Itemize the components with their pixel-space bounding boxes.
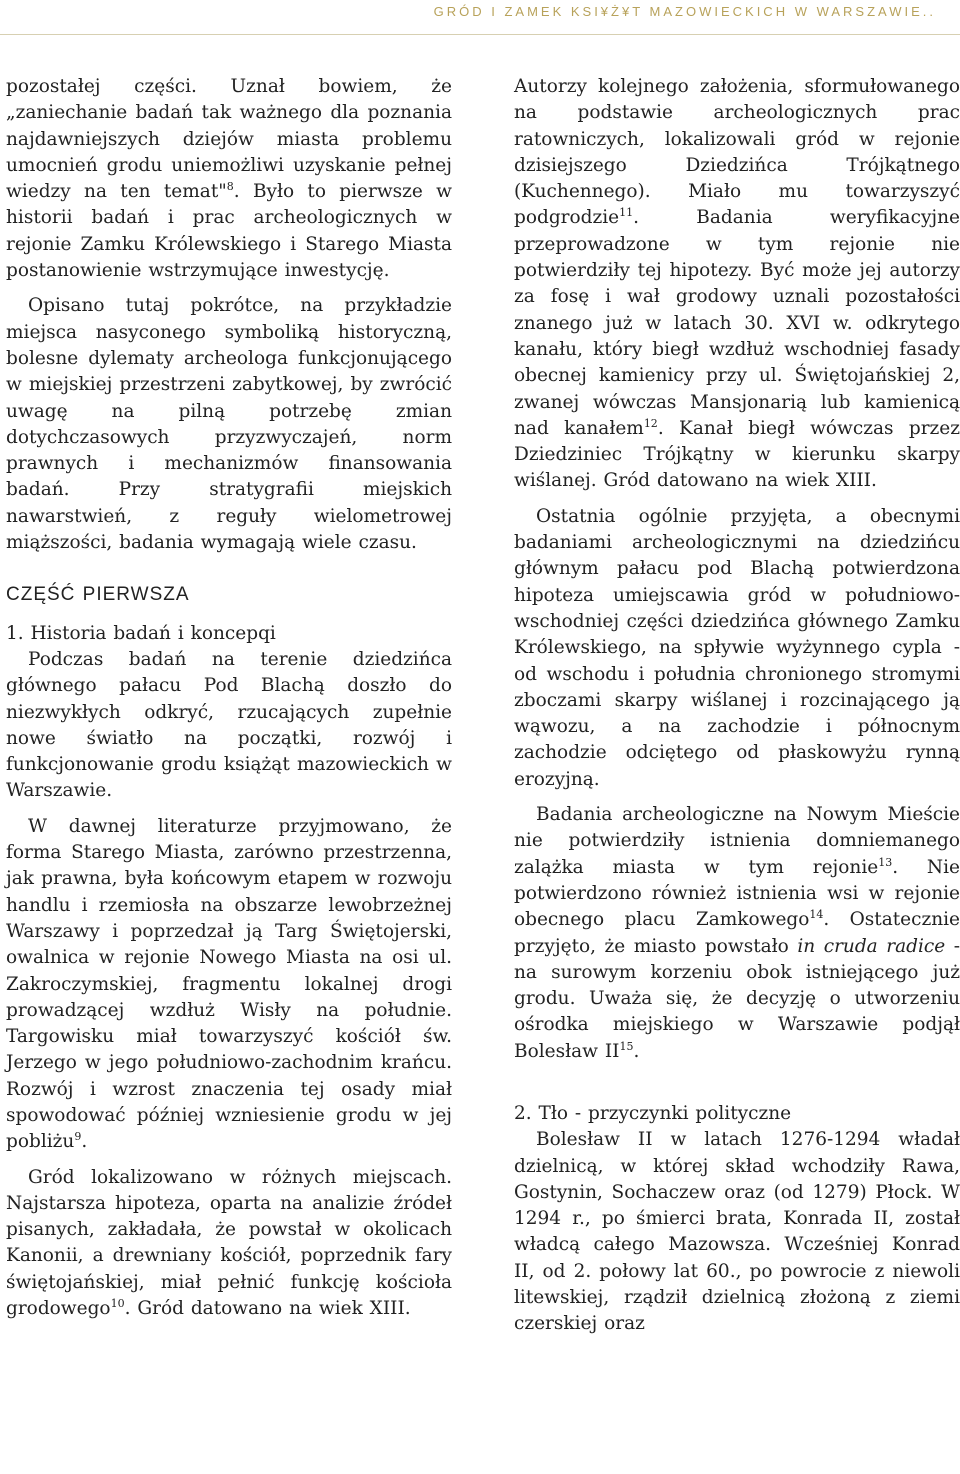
part-heading: CZĘŚĆ PIERWSZA (6, 584, 190, 606)
footnote-ref[interactable]: 14 (809, 908, 824, 922)
paragraph: pozostałej części. Uznał bowiem, że „zaniechanie badań tak ważnego dla poznania najdawniejszych dziejów miasta problemu umocnień grodu uniemożliwi uzyskanie pełnej wiedzy na ten temat"$^8$. Było to pierwsze w historii badań i prac archeologicznych w rejonie Zamku Królewskiego i Starego Miasta postanowienie wstrzymujące inwestycję. (6, 76, 452, 282)
paragraph: Autorzy kolejnego założenia, sformułowanego na podstawie archeologicznych prac ratowniczych, lokalizowali gród w rejonie dzisiejszego Dziedzińca Trójkątnego (Kuchennego). Miało mu towarzyszyć podgrodzie$^{11}$. Badania weryfikacyjne przeprowadzone w tym rejonie nie potwierdziły tej hipotezy. Być może jej autorzy za fosę i wał grodowy uznali pozostałości znanego już w latach 30. XVI w. odkrytego kanału, który biegł wzdłuż wschodniej fasady obecnej kamienicy przy ul. Świętojańskiej 2, zwanej wówczas Mansjonarią lub kamienicą nad kanałem$^{12}$. Kanał biegł wówczas przez Dziedziniec Trójkątny w kierunku skarpy wiślanej. Gród datowano na wiek XIII. (514, 76, 960, 492)
running-header: GRÓD I ZAMEK KSI¥Ż¥T MAZOWIECKICH W WARSZAWIE.. (433, 4, 936, 19)
left-column (6, 74, 452, 1322)
header-rule (0, 34, 960, 35)
paragraph: Ostatnia ogólnie przyjęta, a obecnymi badaniami archeologicznymi na dziedzińcu głównym pałacu pod Blachą potwierdzona hipoteza umiejscawia gród w południowo-wschodniej części dziedzińca głównego Zamku Królewskiego, na spływie wyżynnego cypla - od wschodu i południa chronionego stromymi zboczami skarpy wiślanej i rozcinającego ją wąwozu, a na zachodzie i północnym zachodzie odciętego od płaskowyżu rynną erozyjną. (514, 505, 960, 790)
latin-phrase: in cruda radice (797, 935, 946, 957)
right-column (514, 74, 960, 1338)
section-heading: 2. Tło - przyczynki polityczne (514, 1102, 792, 1124)
paragraph: Badania archeologiczne na Nowym Mieście nie potwierdziły istnienia domniemanego zalążka miasta w tym rejonie$^{13}$. Nie potwierdzono również istnienia wsi w rejonie obecnego placu Zamkowego$^{14}$. Ostatecznie przyjęto, że miasto powstało in cruda radice - na surowym korzeniu obok istniejącego już grodu. Uważa się, że decyzję o utworzeniu ośrodka miejskiego w Warszawie podjął Bolesław II$^{15}$. (514, 804, 960, 1062)
footnote-ref[interactable]: 10 (110, 1296, 125, 1310)
footnote-ref[interactable]: 8 (226, 180, 234, 194)
paragraph: Gród lokalizowano w różnych miejscach. Najstarsza hipoteza, oparta na analizie źródeł pisanych, zakładała, że powstał w okolicach Kanonii, a drewniany kościół, poprzednik fary świętojańskiej, miał pełnić funkcję kościoła grodowego$^{10}$. Gród datowano na wiek XIII. (6, 1166, 452, 1320)
footnote-ref[interactable]: 11 (619, 206, 634, 220)
paragraph: Podczas badań na terenie dziedzińca głównego pałacu Pod Blachą doszło do niezwykłych odkryć, rzucających zupełnie nowe światło na początki, rozwój i funkcjonowanie grodu książąt mazowieckich w Warszawie. (6, 648, 452, 802)
footnote-ref[interactable]: 15 (619, 1039, 634, 1053)
footnote-ref[interactable]: 13 (878, 855, 893, 869)
paragraph: W dawnej literaturze przyjmowano, że forma Starego Miasta, zarówno przestrzenna, jak prawna, była końcowym etapem w rozwoju handlu i rzemiosła na obszarze lewobrzeżnej Warszawy i poprzedzał ją Targ Świętojerski, owalnica w rejonie Nowego Miasta na osi ul. Zakroczymskiej, fragmentu lokalnej drogi prowadzącej wzdłuż Wisły na południe. Targowisku miał towarzyszyć kościół św. Jerzego w jego południowo-zachodnim krańcu. Rozwój i wzrost znaczenia tej osady miał spowodować później wzniesienie grodu w jej pobliżu$^9$. (6, 815, 452, 1153)
footnote-ref[interactable]: 12 (643, 416, 658, 430)
paragraph: Bolesław II w latach 1276-1294 władał dzielnicą, w której skład wchodziły Rawa, Gostynin, Sochaczew oraz (od 1279) Płock. W 1294 r., po śmierci brata, Konrada II, został władcą całego Mazowsza. Wcześniej Konrad II, od 2. połowy lat 60., po powrocie z niewoli litewskiej, rządził dzielnicą złożoną z ziemi czerskiej oraz (514, 1129, 960, 1335)
section-heading: 1. Historia badań i koncepqi (6, 622, 276, 644)
footnote-ref[interactable]: 9 (74, 1130, 82, 1144)
paragraph: Opisano tutaj pokrótce, na przykładzie miejsca nasyconego symboliką historyczną, bolesne dylematy archeologa funkcjonującego w miejskiej przestrzeni zabytkowej, by zwrócić uwagę na pilną potrzebę zmian dotychczasowych przyzwyczajeń, norm prawnych i mechanizmów finansowania badań. Przy stratygrafii miejskich nawarstwień, z reguły wielometrowej miąższości, badania wymagają wiele czasu. (6, 295, 452, 554)
